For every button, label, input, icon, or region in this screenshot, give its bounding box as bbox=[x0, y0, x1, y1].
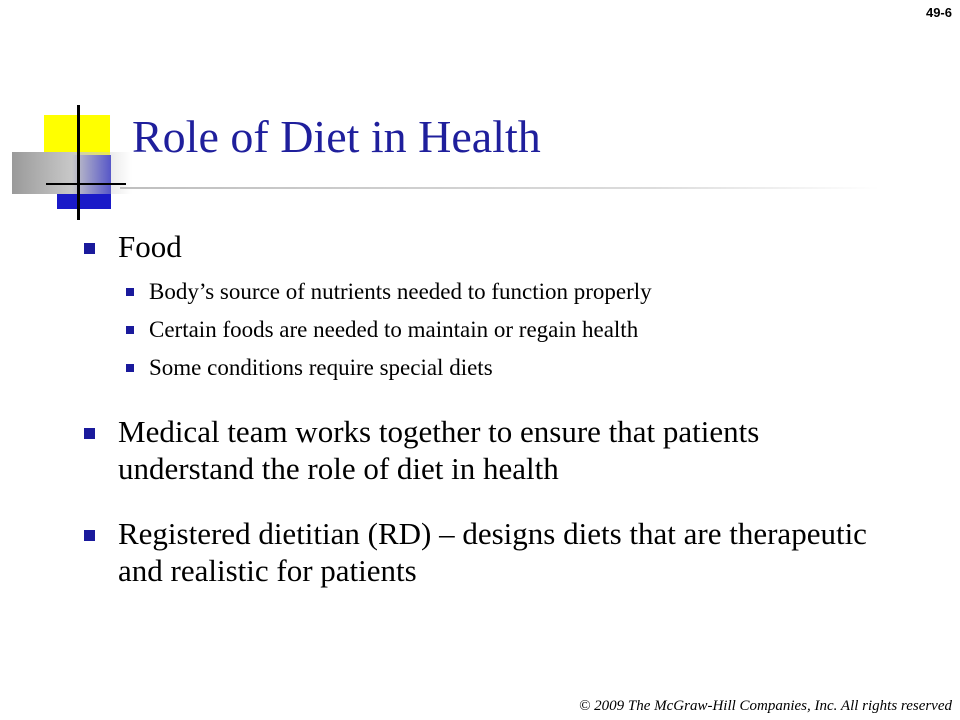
bullet-text: Food bbox=[118, 229, 182, 264]
vertical-rule bbox=[77, 105, 80, 220]
bullet-food bbox=[82, 228, 902, 265]
grey-gradient-bar bbox=[12, 152, 132, 194]
slide-title: Role of Diet in Health bbox=[132, 111, 541, 162]
copyright-footer: © 2009 The McGraw-Hill Companies, Inc. All rights reserved bbox=[578, 698, 952, 714]
sub-bullet-certain-foods bbox=[124, 315, 902, 345]
slide-number: 49-6 bbox=[925, 5, 952, 20]
sub-bullet-nutrients bbox=[124, 277, 902, 307]
bullet-registered-dietitian bbox=[82, 515, 902, 589]
bullet-medical-team bbox=[82, 413, 902, 487]
square-bullet-icon bbox=[84, 243, 95, 254]
decorative-squares-logo bbox=[0, 95, 140, 225]
bullet-text: Some conditions require special diets bbox=[149, 355, 493, 380]
square-bullet-icon bbox=[84, 428, 95, 439]
bullet-text: Body’s source of nutrients needed to function properly bbox=[149, 279, 652, 304]
horizontal-rule bbox=[46, 183, 126, 185]
bullet-text: Medical team works together to ensure that patients understand the role of diet in health bbox=[118, 414, 760, 486]
bullet-text: Certain foods are needed to maintain or regain health bbox=[149, 317, 639, 342]
title-underline bbox=[120, 187, 880, 189]
square-bullet-icon bbox=[84, 530, 95, 541]
square-bullet-icon bbox=[126, 364, 134, 372]
bullet-text: Registered dietitian (RD) – designs diets that are therapeutic and realistic for patients bbox=[118, 516, 867, 588]
sub-bullet-special-diets bbox=[124, 353, 902, 383]
slide-content bbox=[82, 228, 902, 589]
square-bullet-icon bbox=[126, 326, 134, 334]
square-bullet-icon bbox=[126, 288, 134, 296]
